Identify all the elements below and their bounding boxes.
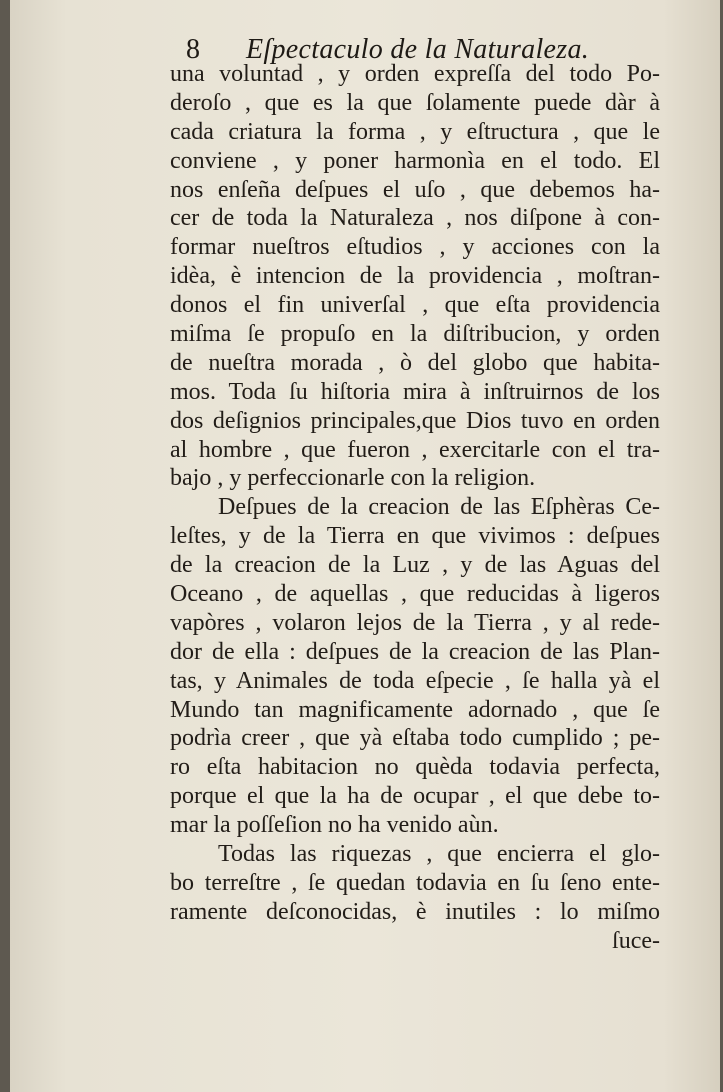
text-line: miſma ſe propuſo en la diſtribucion, y orden (170, 321, 660, 348)
text-line: cer de toda la Naturaleza , nos diſpone à con- (170, 205, 660, 232)
text-line: una voluntad , y orden expreſſa del todo Po- (170, 61, 660, 87)
text-line: Oceano , de aquellas , que reducidas à ligeros (170, 581, 660, 608)
text-line: donos el fin univerſal , que eſta providencia (170, 292, 660, 319)
text-line: de la creacion de la Luz , y de las Aguas del (170, 552, 660, 579)
body-text (170, 60, 660, 956)
text-line: tas, y Animales de toda eſpecie , ſe halla yà el (170, 667, 660, 694)
text-line: bo terreſtre , ſe quedan todavia en ſu ſeno ente- (170, 869, 660, 896)
running-title: Eſpectaculo de la Naturaleza. (246, 34, 590, 65)
text-line: vapòres , volaron lejos de la Tierra , y al rede- (170, 609, 660, 636)
text-line: idèa, è intencion de la providencia , moſtran- (170, 263, 660, 290)
text-line: leſtes, y de la Tierra en que vivimos : deſpues (170, 523, 660, 550)
text-line: cada criatura la forma , y eſtructura , que le (170, 118, 660, 145)
text-line: mar la poſſeſion no ha venido aùn. (170, 812, 499, 839)
text-line: dos deſignios principales,que Dios tuvo en orden (170, 407, 660, 434)
text-line: podrìa creer , que yà eſtaba todo cumplido ; pe- (170, 725, 660, 752)
text-line: ramente deſconocidas, è inutiles : lo miſmo (170, 898, 660, 925)
text-line: deroſo , que es la que ſolamente puede dàr à (170, 89, 660, 116)
text-line: porque el que la ha de ocupar , el que debe to- (170, 783, 660, 810)
text-line: formar nueſtros eſtudios , y acciones con la (170, 234, 660, 261)
text-line: al hombre , que fueron , exercitarle con el tra- (170, 436, 660, 463)
text-line: dor de ella : deſpues de la creacion de las Plan- (170, 638, 660, 665)
text-line: ro eſta habitacion no quèda todavia perfecta, (170, 754, 660, 781)
page-number: 8 (186, 34, 200, 65)
text-line: Mundo tan magnificamente adornado , que ſe (170, 696, 660, 723)
catchword: ſuce- (612, 927, 660, 954)
text-line: nos enſeña deſpues el uſo , que debemos ha- (170, 176, 660, 203)
text-line: de nueſtra morada , ò del globo que habita- (170, 349, 660, 376)
text-line: mos. Toda ſu hiſtoria mira à inſtruirnos de los (170, 378, 660, 405)
text-line: conviene , y poner harmonìa en el todo. El (170, 147, 660, 174)
paragraph-start-line: Todas las riquezas , que encierra el glo- (218, 841, 660, 868)
book-page (10, 0, 720, 1092)
paragraph-start-line: Deſpues de la creacion de las Eſphèras Ce- (218, 494, 660, 521)
text-line: bajo , y perfeccionarle con la religion. (170, 465, 536, 492)
